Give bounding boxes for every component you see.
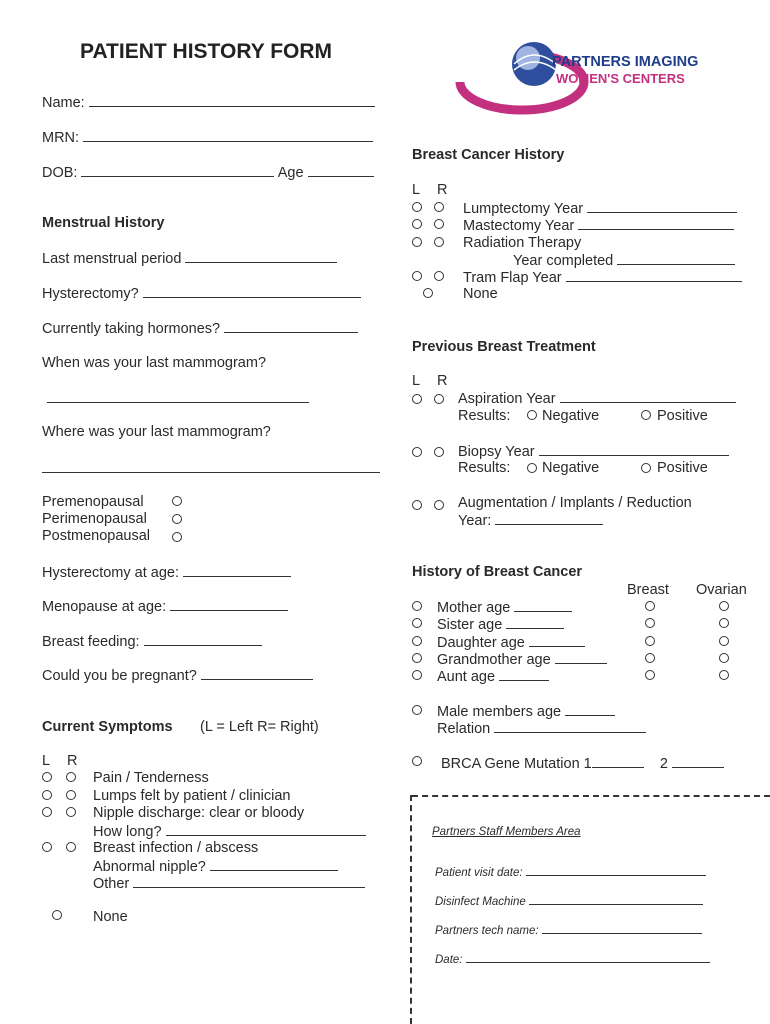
last-mammo-when-line[interactable] [47, 390, 309, 403]
aspiration-label: Aspiration Year [458, 391, 556, 407]
perimenopausal-radio[interactable] [172, 514, 182, 524]
pregnant-label: Could you be pregnant? [42, 668, 197, 684]
biopsy-label: Biopsy Year [458, 444, 535, 460]
hormones-row[interactable] [42, 320, 358, 338]
last-mammo-where-line[interactable] [42, 460, 380, 473]
pt-r-header: R [437, 373, 448, 389]
pt-l-header: L [412, 373, 421, 389]
daughter-breast-radio[interactable] [645, 636, 655, 646]
relation-label: Relation [437, 721, 491, 737]
augmentation-label: Augmentation / Implants / Reduction [458, 495, 692, 511]
lumpectomy-right-radio[interactable] [434, 202, 444, 212]
dob-row[interactable] [42, 164, 374, 182]
premenopausal-radio[interactable] [172, 496, 182, 506]
grandmother-ovarian-radio[interactable] [719, 653, 729, 663]
mother-radio[interactable] [412, 601, 422, 611]
premenopausal-label: Premenopausal [42, 494, 144, 510]
logo-line2: WOMEN'S CENTERS [556, 71, 685, 86]
hysterectomy-age-row[interactable] [42, 564, 291, 582]
biopsy-positive-radio[interactable] [641, 463, 651, 473]
relation-row[interactable] [437, 720, 646, 738]
last-period-label: Last menstrual period [42, 251, 182, 267]
age-label: Age [277, 165, 304, 181]
lumpectomy-row[interactable] [463, 200, 737, 218]
other-row[interactable] [93, 875, 365, 893]
tram-left-radio[interactable] [412, 271, 422, 281]
staff-date-row[interactable] [435, 952, 710, 966]
augmentation-year-label: Year: [458, 513, 492, 529]
brca-row[interactable] [441, 755, 724, 773]
tech-name-row[interactable] [435, 923, 702, 937]
lumps-label: Lumps felt by patient / clinician [93, 788, 291, 804]
biopsy-row[interactable] [458, 443, 729, 461]
staff-heading: Partners Staff Members Area [432, 826, 581, 838]
nipple-right-radio[interactable] [66, 807, 76, 817]
male-radio[interactable] [412, 705, 422, 715]
aspiration-left-radio[interactable] [412, 394, 422, 404]
hysterectomy-age-label: Hysterectomy at age: [42, 565, 179, 581]
aunt-breast-radio[interactable] [645, 670, 655, 680]
aspiration-row[interactable] [458, 390, 736, 408]
sister-radio[interactable] [412, 618, 422, 628]
augmentation-year-row[interactable] [458, 512, 603, 530]
bc-r-header: R [437, 182, 448, 198]
biopsy-results-label: Results: [458, 460, 511, 476]
daughter-radio[interactable] [412, 636, 422, 646]
aspiration-positive-radio[interactable] [641, 410, 651, 420]
nipple-label: Nipple discharge: clear or bloody [93, 805, 305, 821]
visit-date-row[interactable] [435, 865, 706, 879]
mastectomy-row[interactable] [463, 217, 734, 235]
augmentation-right-radio[interactable] [434, 500, 444, 510]
symptoms-legend: (L = Left R= Right) [200, 719, 319, 735]
none-symptoms-radio[interactable] [52, 910, 62, 920]
aspiration-results-label: Results: [458, 408, 511, 424]
name-label: Name: [42, 95, 85, 111]
abnormal-label: Abnormal nipple? [93, 859, 206, 875]
radiation-left-radio[interactable] [412, 237, 422, 247]
brca-label: BRCA Gene Mutation 1 [441, 756, 592, 772]
daughter-label: Daughter age [437, 635, 525, 651]
male-label: Male members age [437, 704, 562, 720]
postmenopausal-radio[interactable] [172, 532, 182, 542]
biopsy-negative-radio[interactable] [527, 463, 537, 473]
mastectomy-right-radio[interactable] [434, 219, 444, 229]
staff-area-top-border [412, 795, 770, 797]
page-title: PATIENT HISTORY FORM [80, 40, 333, 63]
perimenopausal-label: Perimenopausal [42, 511, 147, 527]
biopsy-left-radio[interactable] [412, 447, 422, 457]
logo [452, 26, 720, 122]
grandmother-breast-radio[interactable] [645, 653, 655, 663]
col-ovarian-header: Ovarian [696, 582, 747, 598]
daughter-ovarian-radio[interactable] [719, 636, 729, 646]
brca-radio[interactable] [412, 756, 422, 766]
visit-date-label: Patient visit date: [435, 867, 523, 879]
last-mammo-where-label: Where was your last mammogram? [42, 424, 271, 440]
breast-feeding-label: Breast feeding: [42, 634, 140, 650]
abnormal-row[interactable] [93, 858, 338, 876]
grandmother-radio[interactable] [412, 653, 422, 663]
biopsy-right-radio[interactable] [434, 447, 444, 457]
year-completed-row[interactable] [513, 252, 735, 270]
other-label: Other [93, 876, 130, 892]
aunt-ovarian-radio[interactable] [719, 670, 729, 680]
staff-date-label: Date: [435, 954, 463, 966]
brca-2-label: 2 [659, 756, 668, 772]
mastectomy-left-radio[interactable] [412, 219, 422, 229]
nipple-left-radio[interactable] [42, 807, 52, 817]
radiation-label: Radiation Therapy [463, 235, 582, 251]
infection-right-radio[interactable] [66, 842, 76, 852]
infection-label: Breast infection / abscess [93, 840, 259, 856]
how-long-row[interactable] [93, 823, 366, 841]
hysterectomy-label: Hysterectomy? [42, 286, 139, 302]
mrn-label: MRN: [42, 130, 80, 146]
sister-label: Sister age [437, 617, 503, 633]
hysterectomy-row[interactable] [42, 285, 361, 303]
symptoms-l-header: L [42, 753, 51, 769]
male-row[interactable] [437, 703, 615, 721]
daughter-row[interactable] [437, 634, 585, 652]
tram-label: Tram Flap Year [463, 270, 562, 286]
menopause-age-row[interactable] [42, 598, 288, 616]
aspiration-right-radio[interactable] [434, 394, 444, 404]
menstrual-heading: Menstrual History [42, 215, 165, 231]
biopsy-positive-label: Positive [657, 460, 708, 476]
menopause-age-label: Menopause at age: [42, 599, 167, 615]
aspiration-negative-radio[interactable] [527, 410, 537, 420]
staff-area-left-border [410, 795, 412, 1024]
bc-none-label: None [463, 286, 498, 302]
mother-row[interactable] [437, 599, 572, 617]
breast-feeding-row[interactable] [42, 633, 262, 651]
family-heading: History of Breast Cancer [412, 564, 583, 580]
mother-breast-radio[interactable] [645, 601, 655, 611]
year-completed-label: Year completed [513, 253, 614, 269]
tram-row[interactable] [463, 269, 742, 287]
augmentation-left-radio[interactable] [412, 500, 422, 510]
aunt-radio[interactable] [412, 670, 422, 680]
disinfect-row[interactable] [435, 894, 703, 908]
lumpectomy-label: Lumptectomy Year [463, 201, 584, 217]
bc-l-header: L [412, 182, 421, 198]
none-symptoms-label: None [93, 909, 128, 925]
sister-breast-radio[interactable] [645, 618, 655, 628]
biopsy-negative-label: Negative [542, 460, 600, 476]
disinfect-label: Disinfect Machine [435, 896, 526, 908]
dob-label: DOB: [42, 165, 78, 181]
tech-name-label: Partners tech name: [435, 925, 539, 937]
aspiration-positive-label: Positive [657, 408, 708, 424]
pain-label: Pain / Tenderness [93, 770, 209, 786]
symptoms-heading: Current Symptoms [42, 719, 173, 735]
grandmother-row[interactable] [437, 651, 607, 669]
sister-ovarian-radio[interactable] [719, 618, 729, 628]
lumps-right-radio[interactable] [66, 790, 76, 800]
logo-line1: PARTNERS IMAGING [552, 54, 699, 70]
aunt-row[interactable] [437, 668, 549, 686]
tram-right-radio[interactable] [434, 271, 444, 281]
mastectomy-label: Mastectomy Year [463, 218, 575, 234]
lumpectomy-left-radio[interactable] [412, 202, 422, 212]
symptoms-r-header: R [67, 753, 78, 769]
col-breast-header: Breast [627, 582, 669, 598]
hormones-label: Currently taking hormones? [42, 321, 221, 337]
bc-history-heading: Breast Cancer History [412, 147, 565, 163]
mrn-row[interactable] [42, 129, 373, 147]
prev-treatment-heading: Previous Breast Treatment [412, 339, 596, 355]
mother-label: Mother age [437, 600, 511, 616]
pain-left-radio[interactable] [42, 772, 52, 782]
grandmother-label: Grandmother age [437, 652, 551, 668]
bc-none-radio[interactable] [423, 288, 433, 298]
aunt-label: Aunt age [437, 669, 496, 685]
sister-row[interactable] [437, 616, 564, 634]
lumps-left-radio[interactable] [42, 790, 52, 800]
mother-ovarian-radio[interactable] [719, 601, 729, 611]
last-period-row[interactable] [42, 250, 337, 268]
infection-left-radio[interactable] [42, 842, 52, 852]
postmenopausal-label: Postmenopausal [42, 528, 151, 544]
aspiration-negative-label: Negative [542, 408, 600, 424]
how-long-label: How long? [93, 824, 162, 840]
radiation-right-radio[interactable] [434, 237, 444, 247]
last-mammo-when-label: When was your last mammogram? [42, 355, 267, 371]
name-row[interactable] [42, 94, 375, 112]
pain-right-radio[interactable] [66, 772, 76, 782]
pregnant-row[interactable] [42, 667, 313, 685]
